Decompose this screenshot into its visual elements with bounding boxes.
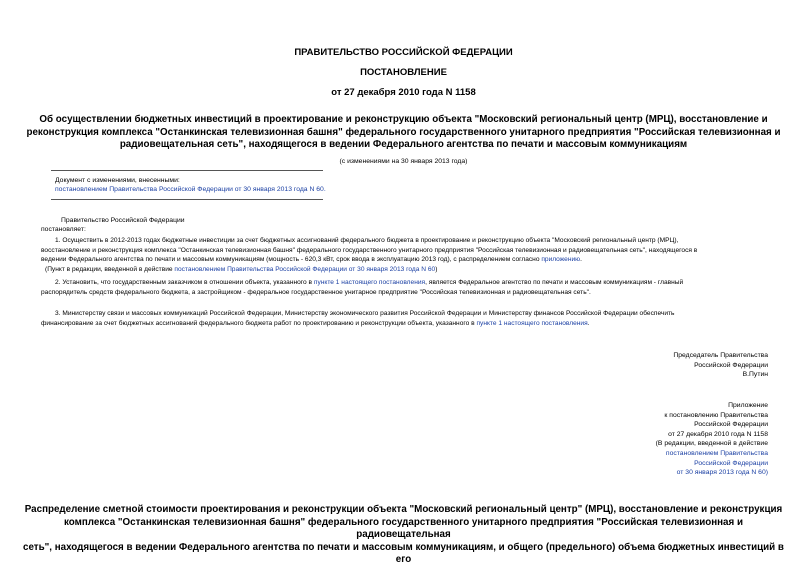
document-title bbox=[20, 114, 787, 152]
p1-line-1: 1. Осуществить в 2012-2013 годах бюджетные инвестиции за счет бюджетных ассигнований федерального бюджета в проектирование и реконструкцию объекта "Московский региональный центр (МРЦ), bbox=[55, 237, 679, 244]
changes-link[interactable]: постановлением Правительства Российской Федерации от 30 января 2013 года N 60. bbox=[55, 186, 326, 193]
appendix-line-1: Приложение bbox=[728, 402, 768, 409]
p1-line-3 bbox=[41, 255, 770, 265]
p1-line-3-end: . bbox=[580, 256, 582, 264]
document-type: ПОСТАНОВЛЕНИЕ bbox=[360, 67, 447, 78]
paragraph-1 bbox=[41, 236, 770, 274]
appendix-block bbox=[560, 401, 768, 478]
p1-note bbox=[41, 265, 770, 275]
document-date: от 27 декабря 2010 года N 1158 bbox=[331, 87, 476, 98]
paragraph-3 bbox=[41, 309, 770, 328]
appendix-link-3[interactable]: от 30 января 2013 года N 60) bbox=[676, 469, 768, 477]
distribution-title-line-2: комплекса "Останкинская телевизионная башня" федерального государственного унитарного предприятия "Российская телевизионная и радиовещательная bbox=[64, 516, 743, 540]
appendix-link-2[interactable]: Российской Федерации bbox=[694, 459, 768, 467]
appendix-line-5: (В редакции, введенной в действие bbox=[655, 440, 768, 448]
government-heading: ПРАВИТЕЛЬСТВО РОССИЙСКОЙ ФЕДЕРАЦИИ bbox=[294, 47, 513, 58]
p3-line-2 bbox=[41, 319, 770, 329]
appendix-line-4: от 27 декабря 2010 года N 1158 bbox=[668, 430, 768, 438]
p3-line-1: 3. Министерству связи и массовых коммуникаций Российской Федерации, Министерству экономического развития Российской Федерации и Министерству финансов Российской Федерации обеспечить bbox=[55, 310, 675, 317]
appendix-link-1[interactable]: постановлением Правительства bbox=[665, 449, 768, 457]
title-line-3: радиовещательная сеть", находящегося в ведении Федерального агентства по печати и массовым коммуникациям bbox=[119, 139, 688, 150]
p3-point-1-link[interactable]: пункте 1 настоящего постановления bbox=[476, 319, 588, 327]
paragraph-2 bbox=[41, 278, 770, 297]
p2-line-2: распорядитель средств федерального бюджета, а застройщиком - федеральное государственное унитарное предприятие "Российская телевизионная и радиовещательная сеть". bbox=[41, 288, 591, 296]
p2-line-1-end: , является Федеральное агентство по печати и массовым коммуникациям - главный bbox=[425, 279, 684, 286]
p1-line-3-text: ведении Федерального агентства по печати и массовым коммуникациям (мощность - 620,3 кВт, срок ввода в эксплуатацию 2013 год), с распределением согласно bbox=[41, 256, 542, 264]
intro-line-2: постановляет: bbox=[41, 226, 86, 233]
appendix-line-2: к постановлению Правительства bbox=[664, 411, 768, 419]
p2-line-1 bbox=[41, 278, 770, 288]
p1-line-2: восстановление и реконструкция комплекса "Останкинская телевизионная башня" федерального государственного унитарного предприятия "Российская телевизионная и радиовещательная сеть", находящегося в bbox=[41, 246, 698, 254]
appendix-line-3: Российской Федерации bbox=[694, 421, 768, 429]
signature-line-3: В.Путин bbox=[742, 371, 768, 379]
changes-label: Документ с изменениями, внесенными: bbox=[55, 177, 180, 184]
distribution-title bbox=[20, 504, 787, 567]
signature-block bbox=[560, 351, 768, 380]
p1-note-link[interactable]: постановлением Правительства Российской Федерации от 30 января 2013 года N 60 bbox=[174, 265, 436, 273]
intro-line-1: Правительство Российской Федерации bbox=[61, 217, 185, 224]
divider-bottom bbox=[51, 199, 323, 200]
revision-note: (с изменениями на 30 января 2013 года) bbox=[339, 158, 468, 165]
p2-point-1-link[interactable]: пункте 1 настоящего постановления bbox=[313, 279, 426, 286]
p3-line-2-start: финансирование за счет бюджетных ассигнований федерального бюджета работ по проектированию и реконструкции объекта, указанного в bbox=[41, 319, 477, 327]
title-line-1: Об осуществлении бюджетных инвестиций в проектирование и реконструкцию объекта "Московский региональный центр (МРЦ), восстановление и bbox=[39, 114, 768, 125]
signature-line-2: Российской Федерации bbox=[694, 361, 768, 369]
signature-line-1: Председатель Правительства bbox=[673, 352, 768, 359]
p1-note-end: ) bbox=[435, 265, 438, 273]
p3-line-2-end: . bbox=[587, 319, 590, 327]
divider-top bbox=[51, 170, 323, 171]
p2-line-1-start: 2. Установить, что государственным заказчиком в отношении объекта, указанного в bbox=[55, 279, 314, 286]
p1-note-start: (Пункт в редакции, введенной в действие bbox=[45, 265, 175, 273]
appendix-link[interactable]: приложению bbox=[541, 256, 581, 264]
distribution-title-line-3: сеть", находящегося в ведении Федерального агентства по печати и массовым коммуникациям, и общего (предельного) объема бюджетных инвестиций в его bbox=[23, 541, 784, 565]
distribution-title-line-1: Распределение сметной стоимости проектирования и реконструкции объекта "Московский региональный центр" (МРЦ), восстановление и реконструкция bbox=[24, 504, 783, 515]
title-line-2: реконструкция комплекса "Останкинская телевизионная башня" федерального государственного унитарного предприятия "Российская телевизионная и bbox=[26, 126, 781, 138]
